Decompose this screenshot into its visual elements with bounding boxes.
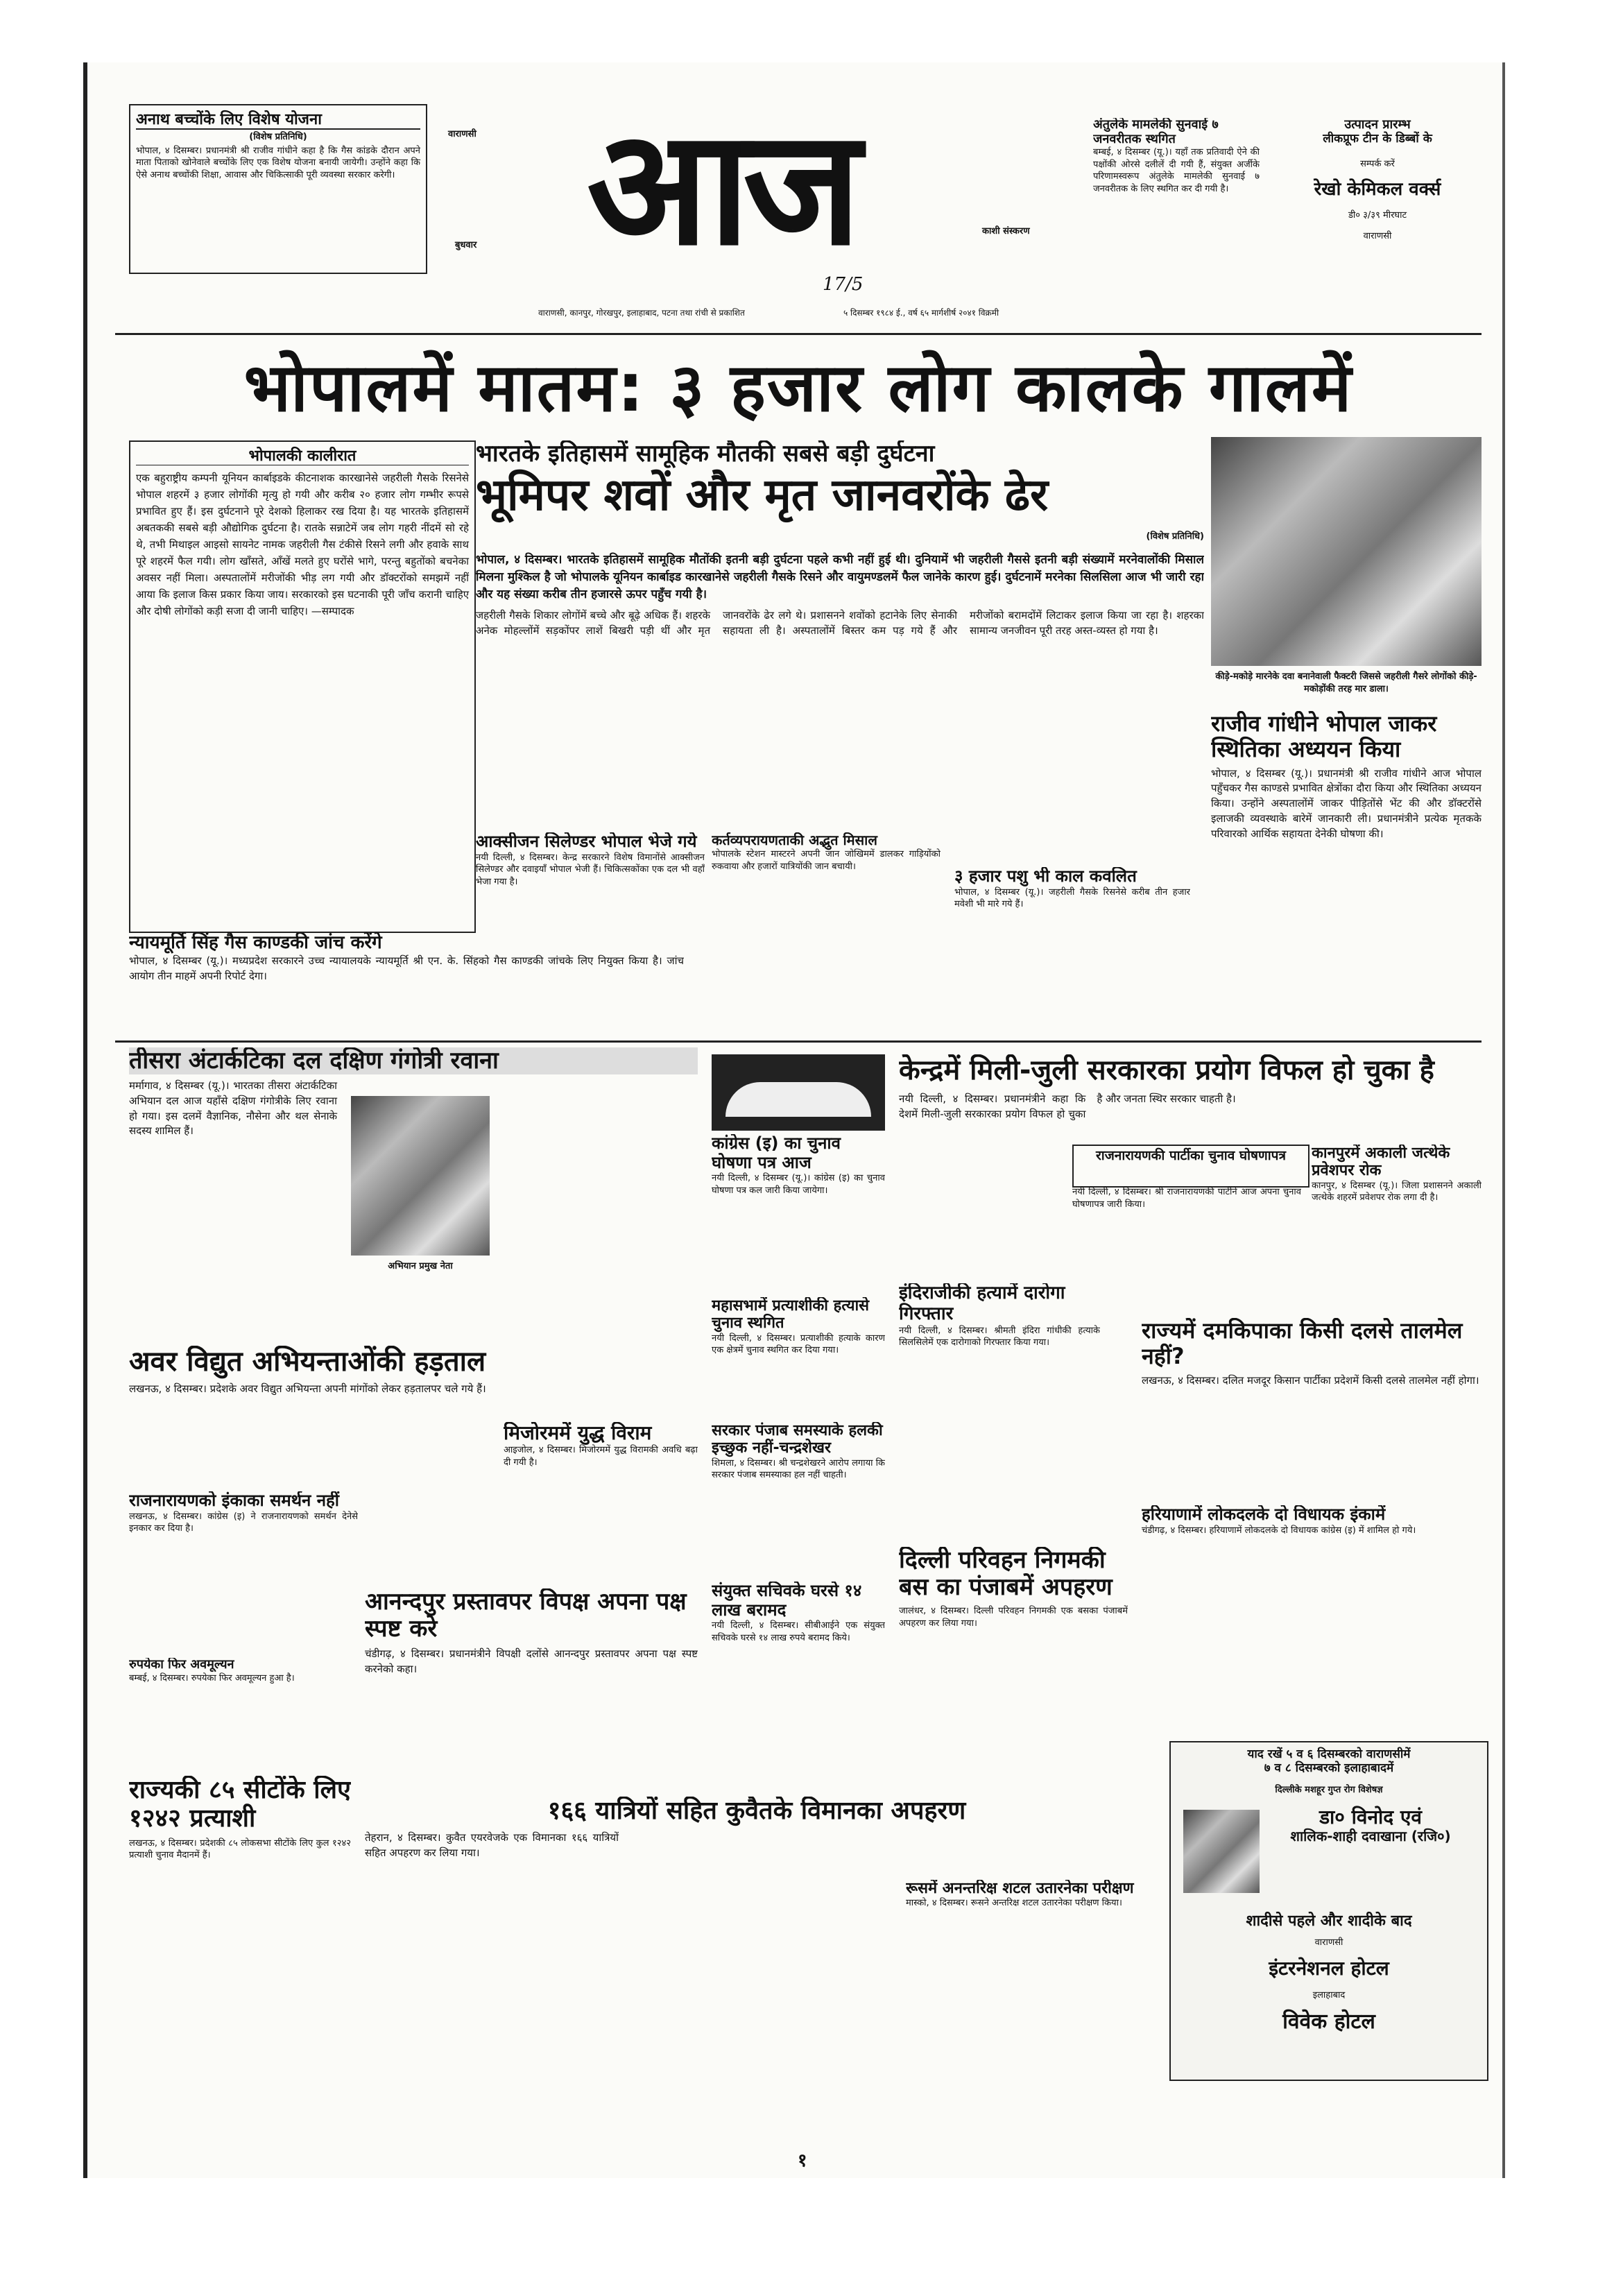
ear-left-text: भोपाल, ४ दिसम्बर। प्रधानमंत्री श्री राजीव गांधीने कहा है कि गैस कांडके दौरान अपने माता पिताको खोनेवाले बच्चोंके लिए एक विशेष योजना बनायी जायेगी। उन्होंने कहा कि ऐसे अनाथ बच्चोंकी शिक्षा, आवास और चिकित्साकी पूरी व्यवस्था सरकार करेगी। [136, 145, 420, 180]
indira-title: इंदिराजीकी हत्यामें दारोगा गिरफ्तार [899, 1283, 1065, 1324]
cattle-text: भोपाल, ४ दिसम्बर (यू.)। जहरीली गैसके रिसनेसे करीब तीन हजार मवेशी भी मारे गये हैं। [954, 886, 1190, 910]
ad-doctor-name: डा० विनोद एवं [1319, 1805, 1422, 1828]
kaalirat-box [129, 440, 476, 933]
masthead-dateline: ५ दिसम्बर १९८४ ई., वर्ष ६५ मार्गशीर्ष २०४१ विक्रमी [843, 308, 999, 318]
anandpur-story [365, 1588, 698, 1783]
newspaper-page [83, 62, 1505, 2178]
raids-title: संयुक्त सचिवके घरसे १४ लाख बरामद [712, 1582, 862, 1620]
ad-doctor-hotel2: विवेक होटल [1282, 2010, 1375, 2034]
banner-headline: भोपालमें मातम: ३ हजार लोग कालके गालमें [243, 349, 1353, 427]
ad-top-company: रेखो केमिकल वर्क्स [1314, 178, 1441, 200]
oxygen-text: नयी दिल्ली, ४ दिसम्बर। केन्द्र सरकारने विशेष विमानोंसे आक्सीजन सिलेण्डर और दवाइयाँ भोपाल भेजी हैं। चिकित्सकोंका एक दल भी वहाँ भेजा गया है। [476, 852, 705, 887]
indira-text: नयी दिल्ली, ४ दिसम्बर। श्रीमती इंदिरा गांधीकी हत्याके सिलसिलेमें एक दारोगाको गिरफ्तार किया गया। [899, 1325, 1100, 1348]
ad-top-line3: सम्पर्क करें [1360, 159, 1395, 170]
duty-title: कर्तव्यपरायणताकी अद्भुत मिसाल [712, 832, 877, 848]
oxygen-story [476, 832, 705, 950]
expedition-leader-photo [351, 1096, 490, 1256]
rajiv-story [1211, 711, 1482, 982]
anandpur-text: चंडीगढ़, ४ दिसम्बर। प्रधानमंत्रीने विपक्षी दलोंसे आनन्दपुर प्रस्तावपर अपना पक्ष स्पष्ट करनेको कहा। [365, 1647, 698, 1675]
ad-doctor-tagline: शादीसे पहले और शादीके बाद [1246, 1912, 1412, 1930]
mahasabha-title: महासभामें प्रत्याशीकी हत्यासे चुनाव स्थगित [712, 1297, 870, 1333]
raids-story [712, 1582, 885, 1720]
ad-doctor-hotel1: इंटरनेशनल होटल [1269, 1957, 1389, 1980]
main-lede: भोपाल, ४ दिसम्बर। भारतके इतिहासमें सामूहिक मौतोंकी इतनी बड़ी दुर्घटना पहले कभी नहीं हुई थी। दुनियामें भी जहरीली गैससे इतनी बड़ी संख्यामें मरनेवालोंकी मिसाल मिलना मुश्किल है जो भोपालके यूनियन कार्बाइड कारखानेसे जहरीली गैसके रिसने और वायुमण्डलमें फैल जानेके कारण हुई। दुर्घटनामें मरनेका सिलसिला आज भी जारी रहा और यह संख्या करीब तीन हजारसे ऊपर पहुँच गयी है। [476, 553, 1204, 601]
parliament-story [712, 1134, 885, 1273]
hijack-text: तेहरान, ४ दिसम्बर। कुवैत एयरवेजके एक विमानका १६६ यात्रियों सहित अपहरण कर लिया गया। [365, 1831, 619, 1860]
duty-text: भोपालके स्टेशन मास्टरने अपनी जान जोखिममें डालकर गाड़ियोंको रुकवाया और हजारों यात्रियोंकी जान बचायी। [712, 849, 941, 872]
doctor-ad [1169, 1741, 1488, 2081]
duty-story [712, 832, 941, 950]
antarctic-text: मर्मागाव, ४ दिसम्बर (यू.)। भारतका तीसरा अंटार्कटिका अभियान दल आज यहाँसे दक्षिण गंगोत्रीके लिए रवाना हो गया। इस दलमें वैज्ञानिक, नौसेना और थल सेनाके सदस्य शामिल हैं। [129, 1079, 337, 1138]
page-number: १ [798, 2150, 807, 2171]
ad-top-line1: उत्पादन प्रारम्भ [1344, 118, 1411, 132]
photo-caption: कीड़े-मकोड़े मारनेके दवा बनानेवाली फैक्टरी जिससे जहरीली गैसरे लोगोंको कीड़े-मकोड़ोंकी तरह मार डाला। [1215, 671, 1477, 694]
rajnarayan-support-text: लखनऊ, ४ दिसम्बर। कांग्रेस (इ) ने राजनारायणको समर्थन देनेसे इनकार कर दिया है। [129, 1511, 358, 1534]
ad-doctor-line1: याद रखें ५ व ६ दिसम्बरको वाराणसीमें [1247, 1747, 1411, 1761]
cattle-story [954, 867, 1190, 964]
rajnarayan-party-title: राजनारायणकी पार्टीका चुनाव घोषणापत्र [1096, 1148, 1286, 1163]
ear-right-title: अंतुलेके मामलेकी सुनवाई ७ जनवरीतक स्थगित [1093, 118, 1219, 146]
parliament-illustration [712, 1054, 885, 1131]
test-text: मास्को, ४ दिसम्बर। रूसने अन्तरिक्ष शटल उतारनेका परीक्षण किया। [906, 1898, 1122, 1909]
haryana-story [1142, 1505, 1482, 1644]
rajiv-text: भोपाल, ४ दिसम्बर (यू.)। प्रधानमंत्री श्री राजीव गांधीने आज भोपाल पहुँचकर गैस काण्डसे प्रभावित क्षेत्रोंका दौरा किया और स्थितिका अध्ययन किया। उन्होंने अस्पतालोंमें जाकर पीड़ितोंसे भेंट की और डॉक्टरोंसे इलाजकी व्यवस्थाके बारेमें जानकारी ली। प्रधानमंत्रीने प्रत्येक मृतकके परिवारको आर्थिक सहायता देनेकी घोषणा की। [1211, 766, 1482, 840]
akali-title: कानपुरमें अकाली जत्थेके प्रवेशपर रोक [1312, 1145, 1450, 1180]
hijack-title: १६६ यात्रियों सहित कुवैतके विमानका अपहरण [547, 1797, 966, 1825]
mizoram-story [504, 1422, 698, 1519]
state-party-title: राज्यमें दमकिपाका किसी दलसे तालमेल नहीं? [1142, 1318, 1463, 1369]
mahasabha-story [712, 1297, 885, 1394]
ear-right [1093, 118, 1260, 298]
main-title: भूमिपर शवों और मृत जानवरोंके ढेर [476, 470, 1049, 522]
ad-top-city: वाराणसी [1363, 231, 1392, 242]
test-title: रूसमें अनन्तरिक्ष शटल उतारनेका परीक्षण [906, 1880, 1134, 1897]
scan-bottom-margin [0, 2209, 1623, 2296]
punjab-title: सरकार पंजाब समस्याके हलकी इच्छुक नहीं-चन्द्रशेखर [712, 1422, 883, 1457]
kaalirat-text: एक बहुराष्ट्रीय कम्पनी यूनियन कार्बाइडके कीटनाशक कारखानेसे जहरीली गैसके रिसनेसे भोपाल शहरमें ३ हजार लोगोंकी मृत्यु हो गयी और करीब २० हजार लोग गम्भीर रूपसे प्रभावित हुए हैं। इस दुर्घटनाने पूरे देशको हिलाकर रख दिया है। यह भारतके इतिहासमें अबतककी सबसे बड़ी औद्योगिक दुर्घटना है। रातके सन्नाटेमें जब लोग गहरी नींदमें सो रहे थे, तभी मिथाइल आइसो सायनेट नामक जहरीली गैस टंकीसे रिसने लगी और हवाके साथ पूरे शहरमें फैल गयी। लोग खाँसते, आँखें मलते हुए घरोंसे भागे, परन्तु बहुतोंको बचनेका अवसर नहीं मिला। अस्पतालोंमें मरीजोंकी भीड़ लग गयी और डॉक्टरोंको समझमें नहीं आया कि इलाज किस प्रकार किया जाय। सरकारको इस घटनाकी पूरी जाँच करानी चाहिए और दोषी लोगोंको कड़ी सजा दी जानी चाहिए। —सम्पादक [136, 472, 469, 618]
haryana-text: चंडीगढ़, ४ दिसम्बर। हरियाणामें लोकदलके दो विधायक कांग्रेस (इ) में शामिल हो गये। [1142, 1525, 1416, 1536]
main-kicker: भारतके इतिहासमें सामूहिक मौतकी सबसे बड़ी दुर्घटना [476, 440, 935, 468]
mizoram-title: मिजोरममें युद्ध विराम [504, 1422, 652, 1444]
edition-right: काशी संस्करण [982, 226, 1030, 237]
fold-rule [115, 1040, 1482, 1043]
punjab-text: शिमला, ४ दिसम्बर। श्री चन्द्रशेखरने आरोप लगाया कि सरकार पंजाब समस्याका हल नहीं चाहती। [712, 1457, 885, 1481]
punjab-story [712, 1422, 885, 1561]
dtc-title: दिल्ली परिवहन निगमकी बस का पंजाबमें अपहरण [899, 1547, 1113, 1602]
masthead [434, 101, 1093, 329]
gas-victims-photo [1211, 437, 1482, 666]
oxygen-title: आक्सीजन सिलेण्डर भोपाल भेजे गये [476, 832, 697, 851]
masthead-title: आज [587, 101, 855, 281]
haryana-title: हरियाणामें लोकदलके दो विधायक इंकामें [1142, 1505, 1386, 1524]
ear-left-box [129, 104, 427, 274]
raids-text: नयी दिल्ली, ४ दिसम्बर। सीबीआईने एक संयुक्त सचिवके घरसे १४ लाख रुपये बरामद किये। [712, 1620, 885, 1643]
state-party-story [1142, 1318, 1482, 1498]
rajnarayan-party-text: नयी दिल्ली, ४ दिसम्बर। श्री राजनारायणकी पार्टीने आज अपना चुनाव घोषणापत्र जारी किया। [1072, 1187, 1301, 1210]
rajnarayan-support-story [129, 1491, 358, 1644]
rajiv-title: राजीव गांधीने भोपाल जाकर स्थितिका अध्ययन किया [1211, 711, 1437, 762]
ad-doctor-line3: दिल्लीके मशहूर गुप्त रोग विशेषज्ञ [1275, 1785, 1383, 1796]
akali-text: कानपुर, ४ दिसम्बर (यू.)। जिला प्रशासनने अकाली जत्थेके शहरमें प्रवेशपर रोक लगा दी है। [1312, 1180, 1482, 1203]
rajnarayan-party-story [1072, 1186, 1301, 1262]
seats-story [129, 1776, 351, 1970]
seats-title: राज्यकी ८५ सीटोंके लिए १२४२ प्रत्याशी [129, 1776, 351, 1833]
ad-doctor-city1: वाराणसी [1314, 1937, 1343, 1948]
dtc-text: जालंधर, ४ दिसम्बर। दिल्ली परिवहन निगमकी एक बसका पंजाबमें अपहरण कर लिया गया। [899, 1606, 1128, 1629]
judicial-title: न्यायमूर्ति सिंह गैस काण्डकी जांच करेंगे [129, 933, 382, 953]
indira-story [899, 1283, 1100, 1394]
handwritten-mark: 17/5 [823, 274, 864, 295]
ad-top-address: डी० ३/३९ मीरघाट [1348, 209, 1407, 221]
devaluation-text: बम्बई, ४ दिसम्बर। रुपयेका फिर अवमूल्यन हुआ है। [129, 1672, 295, 1684]
ad-doctor-clinic: शालिक-शाही दवाखाना (रजि०) [1290, 1827, 1451, 1844]
ad-doctor-city2: इलाहाबाद [1312, 1989, 1346, 2001]
mizoram-text: आइजोल, ४ दिसम्बर। मिजोरममें युद्ध विरामकी अवधि बढ़ा दी गयी है। [504, 1445, 698, 1468]
judicial-text: भोपाल, ४ दिसम्बर (यू.)। मध्यप्रदेश सरकारने उच्च न्यायालयके न्यायमूर्ति श्री एन. के. सिंहको गैस काण्डकी जांचके लिए नियुक्त किया है। जांच आयोग तीन माहमें अपनी रिपोर्ट देगा। [129, 954, 684, 982]
ear-right-text: बम्बई, ४ दिसम्बर (यू.)। यहाँ तक प्रतिवादी ऐने की पक्षोंकी ओरसे दलीलें दी गयी हैं, संयुक्त अर्जीके परिणामस्वरूप अंतुलेके मामलेकी सुनवाई ७ जनवरीतक के लिए स्थगित कर दी गयी है। [1093, 147, 1260, 195]
antarctic-title: तीसरा अंटार्कटिका दल दक्षिण गंगोत्री रवाना [129, 1047, 698, 1074]
main-source: (विशेष प्रतिनिधि) [1146, 531, 1204, 542]
centre-text: नयी दिल्ली, ४ दिसम्बर। प्रधानमंत्रीने कहा कि देशमें मिली-जुली सरकारका प्रयोग विफल हो चुका है और जनता स्थिर सरकार चाहती है। [899, 1093, 1236, 1120]
mahasabha-text: नयी दिल्ली, ४ दिसम्बर। प्रत्याशीकी हत्याके कारण एक क्षेत्रमें चुनाव स्थगित कर दिया गया। [712, 1333, 885, 1356]
electric-title: अवर विद्युत अभियन्ताओंकी हड़ताल [129, 1346, 486, 1378]
akali-story [1312, 1145, 1482, 1283]
edition-left: वाराणसी [448, 129, 476, 139]
state-party-text: लखनऊ, ४ दिसम्बर। दलित मजदूर किसान पार्टीका प्रदेशमें किसी दलसे तालमेल नहीं होगा। [1142, 1373, 1479, 1387]
masthead-cities: वाराणसी, कानपुर, गोरखपुर, इलाहाबाद, पटना तथा रांची से प्रकाशित [538, 308, 745, 318]
ear-left-source: (विशेष प्रतिनिधि) [249, 132, 307, 143]
antarctic-caption: अभियान प्रमुख नेता [388, 1261, 453, 1271]
seats-text: लखनऊ, ४ दिसम्बर। प्रदेशकी ८५ लोकसभा सीटोंके लिए कुल १२४२ प्रत्याशी चुनाव मैदानमें हैं। [129, 1837, 351, 1861]
ad-top-right [1266, 118, 1488, 312]
test-story [906, 1880, 1142, 2005]
centre-title: केन्द्रमें मिली-जुली सरकारका प्रयोग विफल हो चुका है [899, 1054, 1434, 1086]
parliament-title: कांग्रेस (इ) का चुनाव घोषणा पत्र आज [712, 1134, 841, 1172]
dtc-story [899, 1547, 1128, 1720]
devaluation-story [129, 1658, 351, 1762]
masthead-rule [115, 333, 1482, 335]
doctor-photo [1183, 1810, 1260, 1893]
day-label: बुधवार [455, 240, 477, 250]
anandpur-title: आनन्दपुर प्रस्तावपर विपक्ष अपना पक्ष स्पष्ट करे [365, 1588, 687, 1643]
electric-text: लखनऊ, ४ दिसम्बर। प्रदेशके अवर विद्युत अभियन्ता अपनी मांगोंको लेकर हड़तालपर चले गये हैं। [129, 1382, 486, 1395]
rajnarayan-support-title: राजनारायणको इंकाका समर्थन नहीं [129, 1491, 339, 1510]
cattle-title: ३ हजार पशु भी काल कवलित [954, 867, 1137, 886]
devaluation-title: रुपयेका फिर अवमूल्यन [129, 1658, 234, 1672]
ear-left-title: अनाथ बच्चोंके लिए विशेष योजना [136, 111, 420, 130]
kaalirat-title: भोपालकी कालीरात [136, 447, 469, 465]
parliament-text: नयी दिल्ली, ४ दिसम्बर (यू.)। कांग्रेस (इ) का चुनाव घोषणा पत्र कल जारी किया जायेगा। [712, 1173, 885, 1196]
main-text: जहरीली गैसके शिकार लोगोंमें बच्चे और बूढ़े अधिक हैं। शहरके अनेक मोहल्लोंमें सड़कोंपर लाशें बिखरी पड़ी थीं और मृत जानवरोंके ढेर लगे थे। प्रशासनने शवोंको हटानेके लिए सेनाकी सहायता ली है। अस्पतालोंमें बिस्तर कम पड़ गये हैं और मरीजोंको बरामदोंमें लिटाकर इलाज किया जा रहा है। शहरका सामान्य जनजीवन पूरी तरह अस्त-व्यस्त हो गया है। [476, 609, 1204, 637]
ad-top-line2: लीकप्रूफ टीन के डिब्बों के [1323, 131, 1432, 146]
rajnarayan-party-box [1072, 1145, 1309, 1188]
ad-doctor-line2: ७ व ८ दिसम्बरको इलाहाबादमें [1264, 1760, 1394, 1775]
